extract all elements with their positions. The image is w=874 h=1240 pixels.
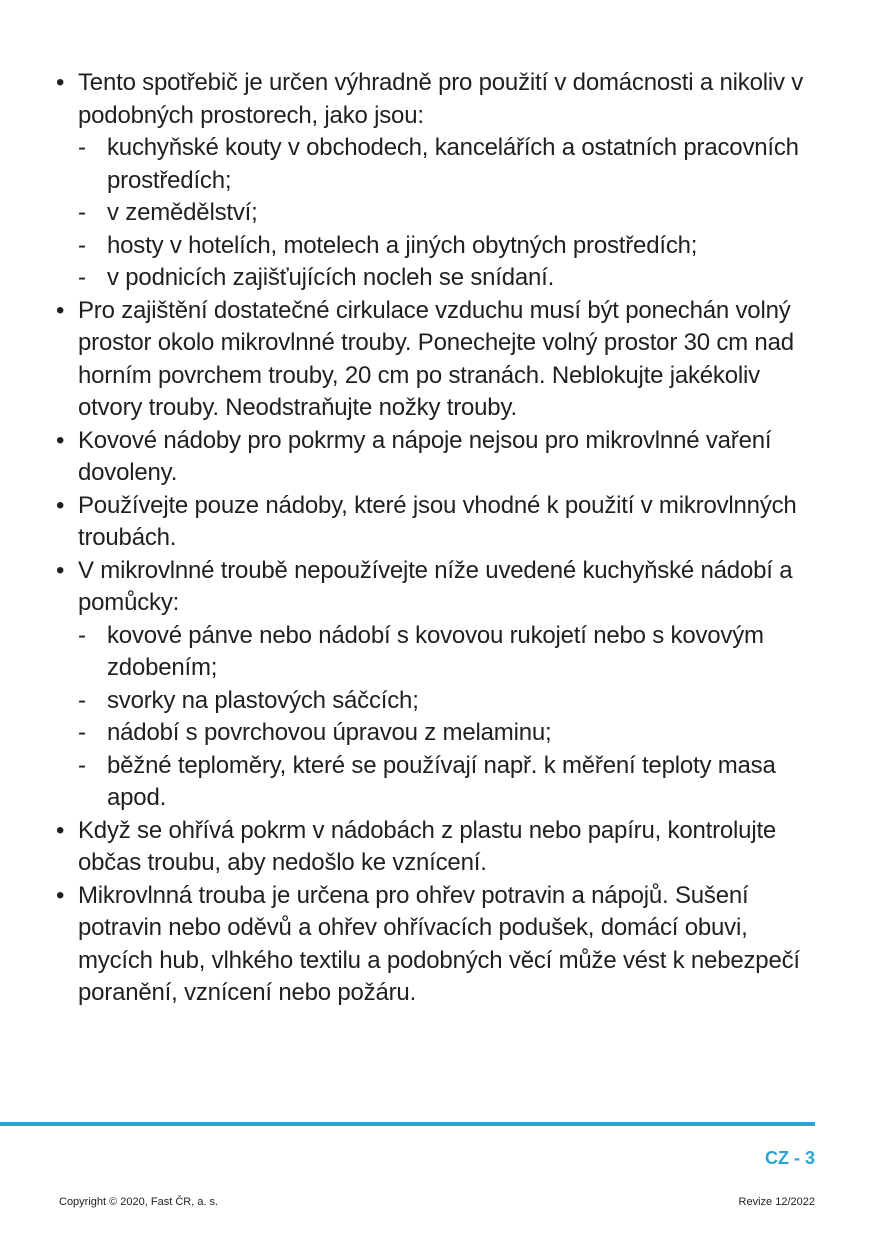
bullet-icon: • <box>56 296 65 324</box>
sub-list-item <box>56 230 826 263</box>
list-item <box>56 425 826 490</box>
sub-list-item <box>56 262 826 295</box>
dash-icon: - <box>78 719 86 746</box>
revision-text: Revize 12/2022 <box>738 1196 815 1208</box>
dash-icon: - <box>78 231 86 259</box>
bullet-icon: • <box>56 556 65 584</box>
bullet-icon: • <box>56 881 65 909</box>
sub-list-item <box>56 132 826 197</box>
list-item <box>56 295 826 425</box>
sub-list-item-text: běžné teploměry, které se používají např. k měření teploty masa apod. <box>107 751 776 811</box>
copyright-text: Copyright © 2020, Fast ČR, a. s. <box>59 1196 219 1208</box>
sub-list-item-text: v zemědělství; <box>107 199 258 226</box>
bullet-icon: • <box>56 69 65 96</box>
sub-list-item <box>56 620 826 685</box>
list-item-text: Kovové nádoby pro pokrmy a nápoje nejsou pro mikrovlnné vaření dovoleny. <box>78 426 772 486</box>
dash-icon: - <box>78 686 86 714</box>
footer-divider <box>0 1122 815 1126</box>
dash-icon: - <box>78 621 86 649</box>
dash-icon: - <box>78 751 86 779</box>
list-item <box>56 815 826 880</box>
list-item <box>56 880 826 1010</box>
dash-icon: - <box>78 134 86 161</box>
sub-list-item-text: v podnicích zajišťujících nocleh se snídaní. <box>107 264 555 291</box>
sub-list-item <box>56 717 826 750</box>
bullet-icon: • <box>56 491 65 519</box>
instructions-list <box>56 67 826 1010</box>
sub-list-item-text: kovové pánve nebo nádobí s kovovou rukojetí nebo s kovovým zdobením; <box>107 621 764 681</box>
page-number: CZ - 3 <box>764 1148 815 1168</box>
sub-list-item-text: hosty v hotelích, motelech a jiných obytných prostředích; <box>107 231 698 259</box>
sub-list-item <box>56 197 826 230</box>
list-item <box>56 490 826 555</box>
sub-list-item-text: kuchyňské kouty v obchodech, kancelářích a ostatních pracovních prostředích; <box>107 134 799 194</box>
bullet-icon: • <box>56 816 65 844</box>
sub-list-item <box>56 685 826 718</box>
list-item-text: V mikrovlnné troubě nepoužívejte níže uvedené kuchyňské nádobí a pomůcky: <box>78 556 793 616</box>
list-item-text: Pro zajištění dostatečné cirkulace vzduchu musí být ponechán volný prostor okolo mikrovlnné trouby. Ponechejte volný prostor 30 cm nad horním povrchem trouby, 20 cm po stranách. Neblokujte jakékoliv otvory trouby. Neodstraňujte nožky trouby. <box>78 296 794 421</box>
sub-list-item-text: nádobí s povrchovou úpravou z melaminu; <box>107 719 552 746</box>
list-item-text: Používejte pouze nádoby, které jsou vhodné k použití v mikrovlnných troubách. <box>78 491 797 551</box>
list-item-text: Mikrovlnná trouba je určena pro ohřev potravin a nápojů. Sušení potravin nebo oděvů a ohřev ohřívacích podušek, domácí obuvi, mycích hub, vlhkého textilu a podobných věcí může vést k nebezpečí poranění, vznícení nebo požáru. <box>78 881 800 1006</box>
list-item-text: Tento spotřebič je určen výhradně pro použití v domácnosti a nikoliv v podobných prostorech, jako jsou: <box>78 69 804 129</box>
sub-list-item-text: svorky na plastových sáčcích; <box>107 686 419 714</box>
dash-icon: - <box>78 199 86 226</box>
list-item <box>56 555 826 620</box>
list-item <box>56 67 826 132</box>
dash-icon: - <box>78 264 86 291</box>
sub-list-item <box>56 750 826 815</box>
bullet-icon: • <box>56 426 65 454</box>
list-item-text: Když se ohřívá pokrm v nádobách z plastu nebo papíru, kontrolujte občas troubu, aby nedošlo ke vznícení. <box>78 816 777 876</box>
